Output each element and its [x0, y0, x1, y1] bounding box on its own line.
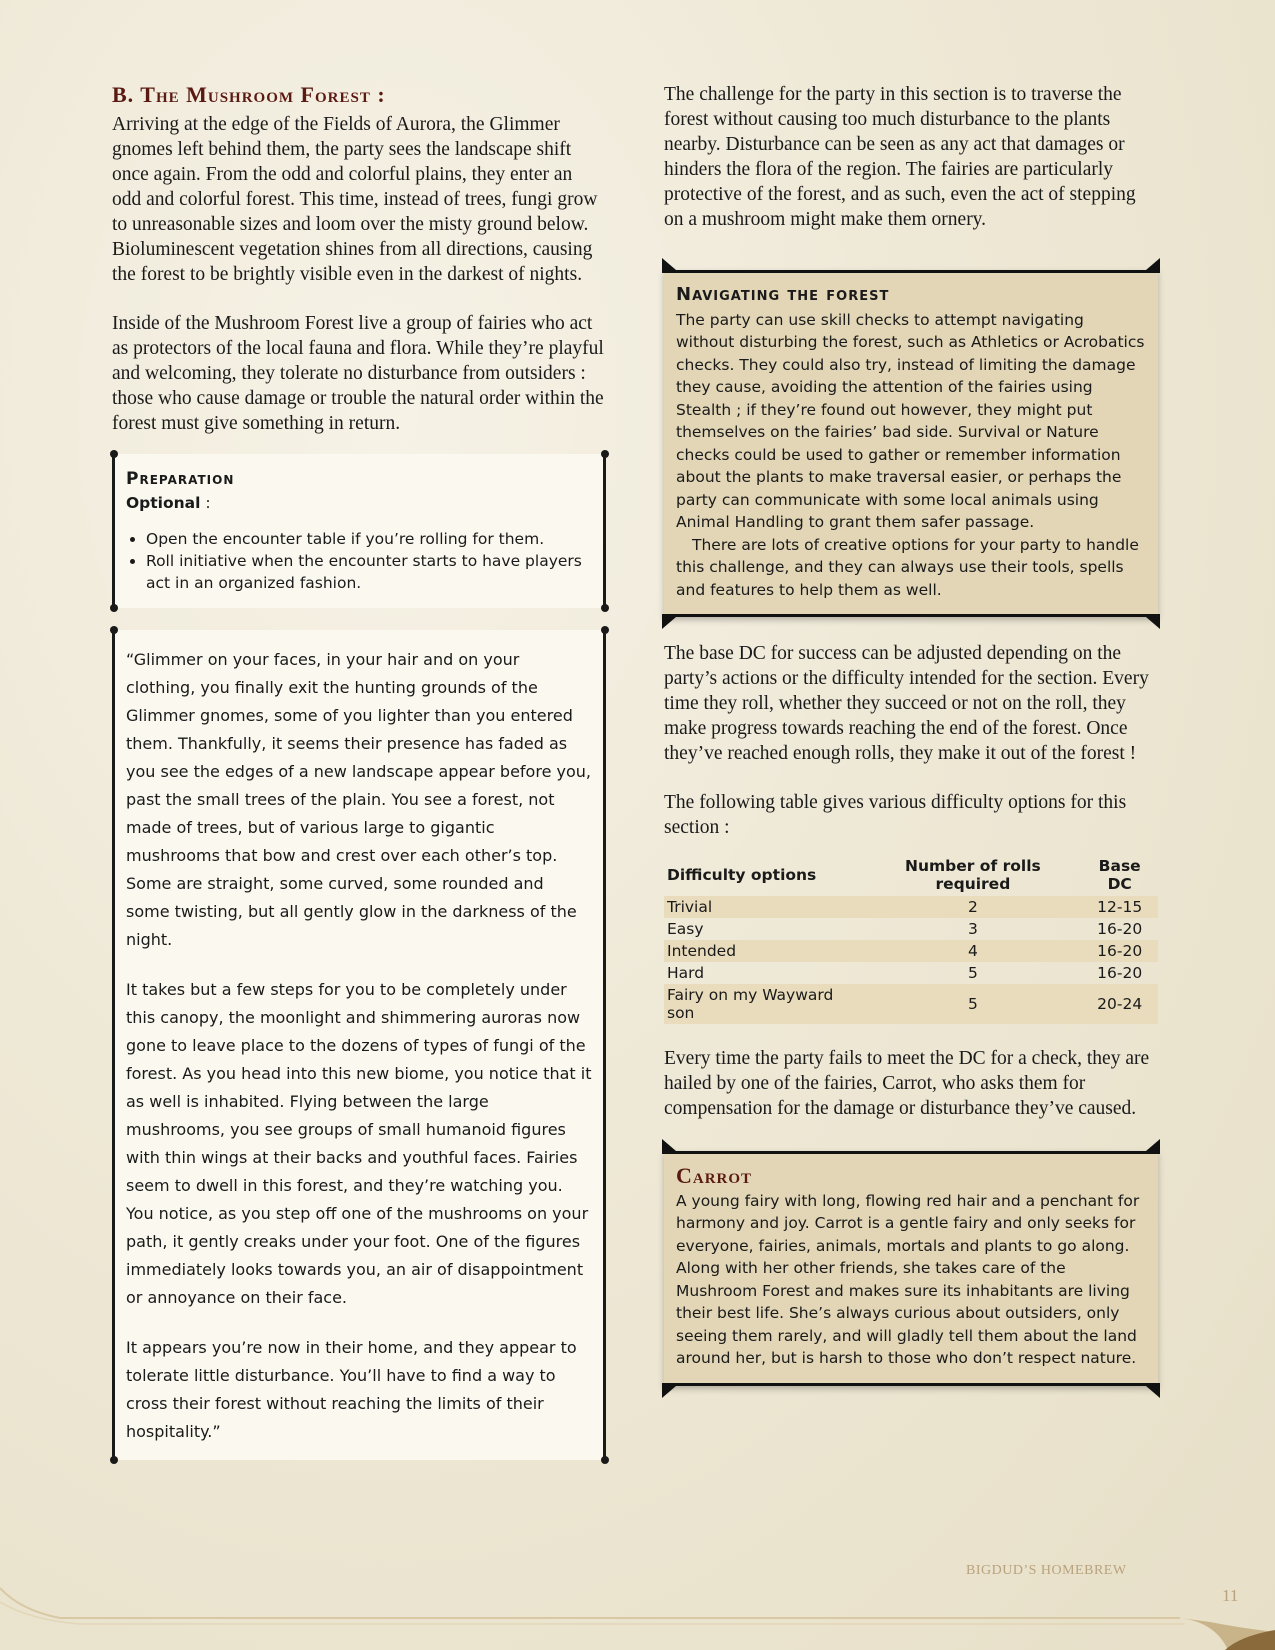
cell-difficulty: Easy — [667, 920, 704, 938]
navigating-title: Navigating the forest — [676, 284, 890, 305]
optional-label: Optional — [126, 494, 201, 512]
cell-dc: 16-20 — [1081, 940, 1158, 962]
table-row — [664, 918, 1158, 940]
navigating-text: The party can use skill checks to attempt navigating without disturbing the forest, such as Athletics or Acrobatics checks. They could also try, instead of limiting the damage they cause, avoiding the attention of the fairies using Stealth ; if they’re found out however, they might put themselves on the fairies’ bad side. Survival or Nature checks could be used to gather or remember information about the plants to make traversal easier, or perhaps the party can communicate with some local animals using Animal Handling to grant them safer passage. — [676, 310, 1145, 531]
cell-dc: 16-20 — [1097, 964, 1143, 982]
section-title: B. The Mushroom Forest : — [112, 82, 386, 107]
carrot-text: A young fairy with long, flowing red hair and a penchant for harmony and joy. Carrot is a gentle fairy and only seeks for everyone, fairies, animals, mortals and plants to go along. Along with her other friends, she takes care of the Mushroom Forest and makes sure its inhabitants are living their best life. She’s always curious about outsiders, only seeing them rarely, and will gladly tell them about the land around her, but is harsh to those who don’t respect nature. — [676, 1191, 1140, 1367]
cell-rolls: 5 — [967, 964, 978, 982]
table-row — [664, 984, 1158, 1024]
cell-dc: 20-24 — [1081, 984, 1158, 1024]
navigating-text-2: There are lots of creative options for your party to handle this challenge, and they can always use their tools, spells and features to help them as well. — [676, 535, 1139, 599]
read-aloud-paragraph: It appears you’re now in their home, and they appear to tolerate little disturbance. You’ll have to find a way to cross their forest without reaching the limits of their hospitality.” — [126, 1338, 577, 1441]
footer-text: BIGDUD’S HOMEBREW — [966, 1563, 1127, 1578]
footer-ornament — [0, 1540, 1275, 1650]
header-rolls: Number of rolls required — [905, 857, 1041, 893]
table-intro-paragraph: The following table gives various difficulty options for this section : — [664, 792, 1127, 838]
header-base-dc: Base DC — [1098, 857, 1141, 893]
cell-rolls: 5 — [864, 984, 1081, 1024]
intro-paragraph: Arriving at the edge of the Fields of Aurora, the Glimmer gnomes left behind them, the party sees the landscape shift once again. From the odd and colorful plains, they enter an odd and colorful forest. This time, instead of trees, fungi grow to unreasonable sizes and loom over the misty ground below. Bioluminescent vegetation shines from all directions, causing the forest to be brightly visible even in the darkest of nights. — [112, 114, 598, 285]
header-difficulty: Difficulty options — [667, 866, 817, 884]
cell-dc: 16-20 — [1097, 920, 1143, 938]
read-aloud-paragraph: “Glimmer on your faces, in your hair and on your clothing, you finally exit the hunting grounds of the Glimmer gnomes, some of you lighter than you entered them. Thankfully, it seems their presence has faded as you see the edges of a new landscape appear before you, past the small trees of the plain. You see a forest, not made of trees, but of various large to gigantic mushrooms that bow and crest over each other’s top. Some are straight, some curved, some rounded and some twisting, but all gently glow in the darkness of the night. — [126, 650, 591, 949]
cell-difficulty: Trivial — [664, 896, 864, 918]
read-aloud-box — [112, 630, 606, 1460]
optional-suffix: : — [200, 494, 211, 512]
carrot-title: Carrot — [676, 1163, 753, 1188]
right-column — [664, 82, 1158, 1386]
cell-difficulty: Hard — [667, 964, 705, 982]
cell-rolls: 3 — [967, 920, 978, 938]
navigating-sidebar — [664, 270, 1158, 617]
base-dc-paragraph: The base DC for success can be adjusted depending on the party’s actions or the difficulty intended for the section. Every time they roll, whether they succeed or not on the roll, they make progress towards reaching the end of the forest. Once they’ve reached enough rolls, they make it out of the forest ! — [664, 643, 1149, 764]
carrot-intro-paragraph: Every time the party fails to meet the DC for a check, they are hailed by one of the fairies, Carrot, who asks them for compensation for the damage or disturbance they’ve caused. — [664, 1048, 1150, 1119]
preparation-title: Preparation — [126, 469, 235, 489]
cell-difficulty: Intended — [664, 940, 864, 962]
table-header-row — [664, 854, 1158, 896]
left-column — [112, 82, 606, 1460]
cell-rolls: 4 — [864, 940, 1081, 962]
page-number: 11 — [1222, 1586, 1239, 1605]
optional-line — [126, 492, 592, 514]
difficulty-table — [664, 854, 1158, 1024]
table-row — [664, 940, 1158, 962]
preparation-box — [112, 454, 606, 608]
cell-dc: 12-15 — [1081, 896, 1158, 918]
carrot-sidebar — [664, 1151, 1158, 1386]
table-row — [664, 962, 1158, 984]
preparation-list — [126, 528, 592, 594]
cell-rolls: 2 — [864, 896, 1081, 918]
challenge-paragraph: The challenge for the party in this section is to traverse the forest without causing too much disturbance to the plants nearby. Disturbance can be seen as any act that damages or hinders the flora of the region. The fairies are particularly protective of the forest, and as such, even the act of stepping on a mushroom might make them ornery. — [664, 84, 1136, 230]
table-row — [664, 896, 1158, 918]
list-item: • Open the encounter table if you’re rolling for them. — [146, 528, 592, 550]
fairies-paragraph: Inside of the Mushroom Forest live a group of fairies who act as protectors of the local fauna and flora. While they’re playful and welcoming, they tolerate no disturbance from outsiders : those who cause damage or trouble the natural order within the forest must give something in return. — [112, 313, 604, 434]
list-item: • Roll initiative when the encounter starts to have players act in an organized fashion. — [146, 550, 592, 594]
cell-difficulty: Fairy on my Wayward son — [664, 984, 864, 1024]
read-aloud-paragraph: It takes but a few steps for you to be completely under this canopy, the moonlight and shimmering auroras now gone to leave place to the dozens of types of fungi of the forest. As you head into this new biome, you notice that it as well is inhabited. Flying between the large mushrooms, you see groups of small humanoid figures with thin wings at their backs and youthful faces. Fairies seem to dwell in this forest, and they’re watching you. You notice, as you step off one of the mushrooms on your path, it gently creaks under your foot. One of the figures immediately looks towards you, an air of disappointment or annoyance on their face. — [126, 980, 592, 1307]
